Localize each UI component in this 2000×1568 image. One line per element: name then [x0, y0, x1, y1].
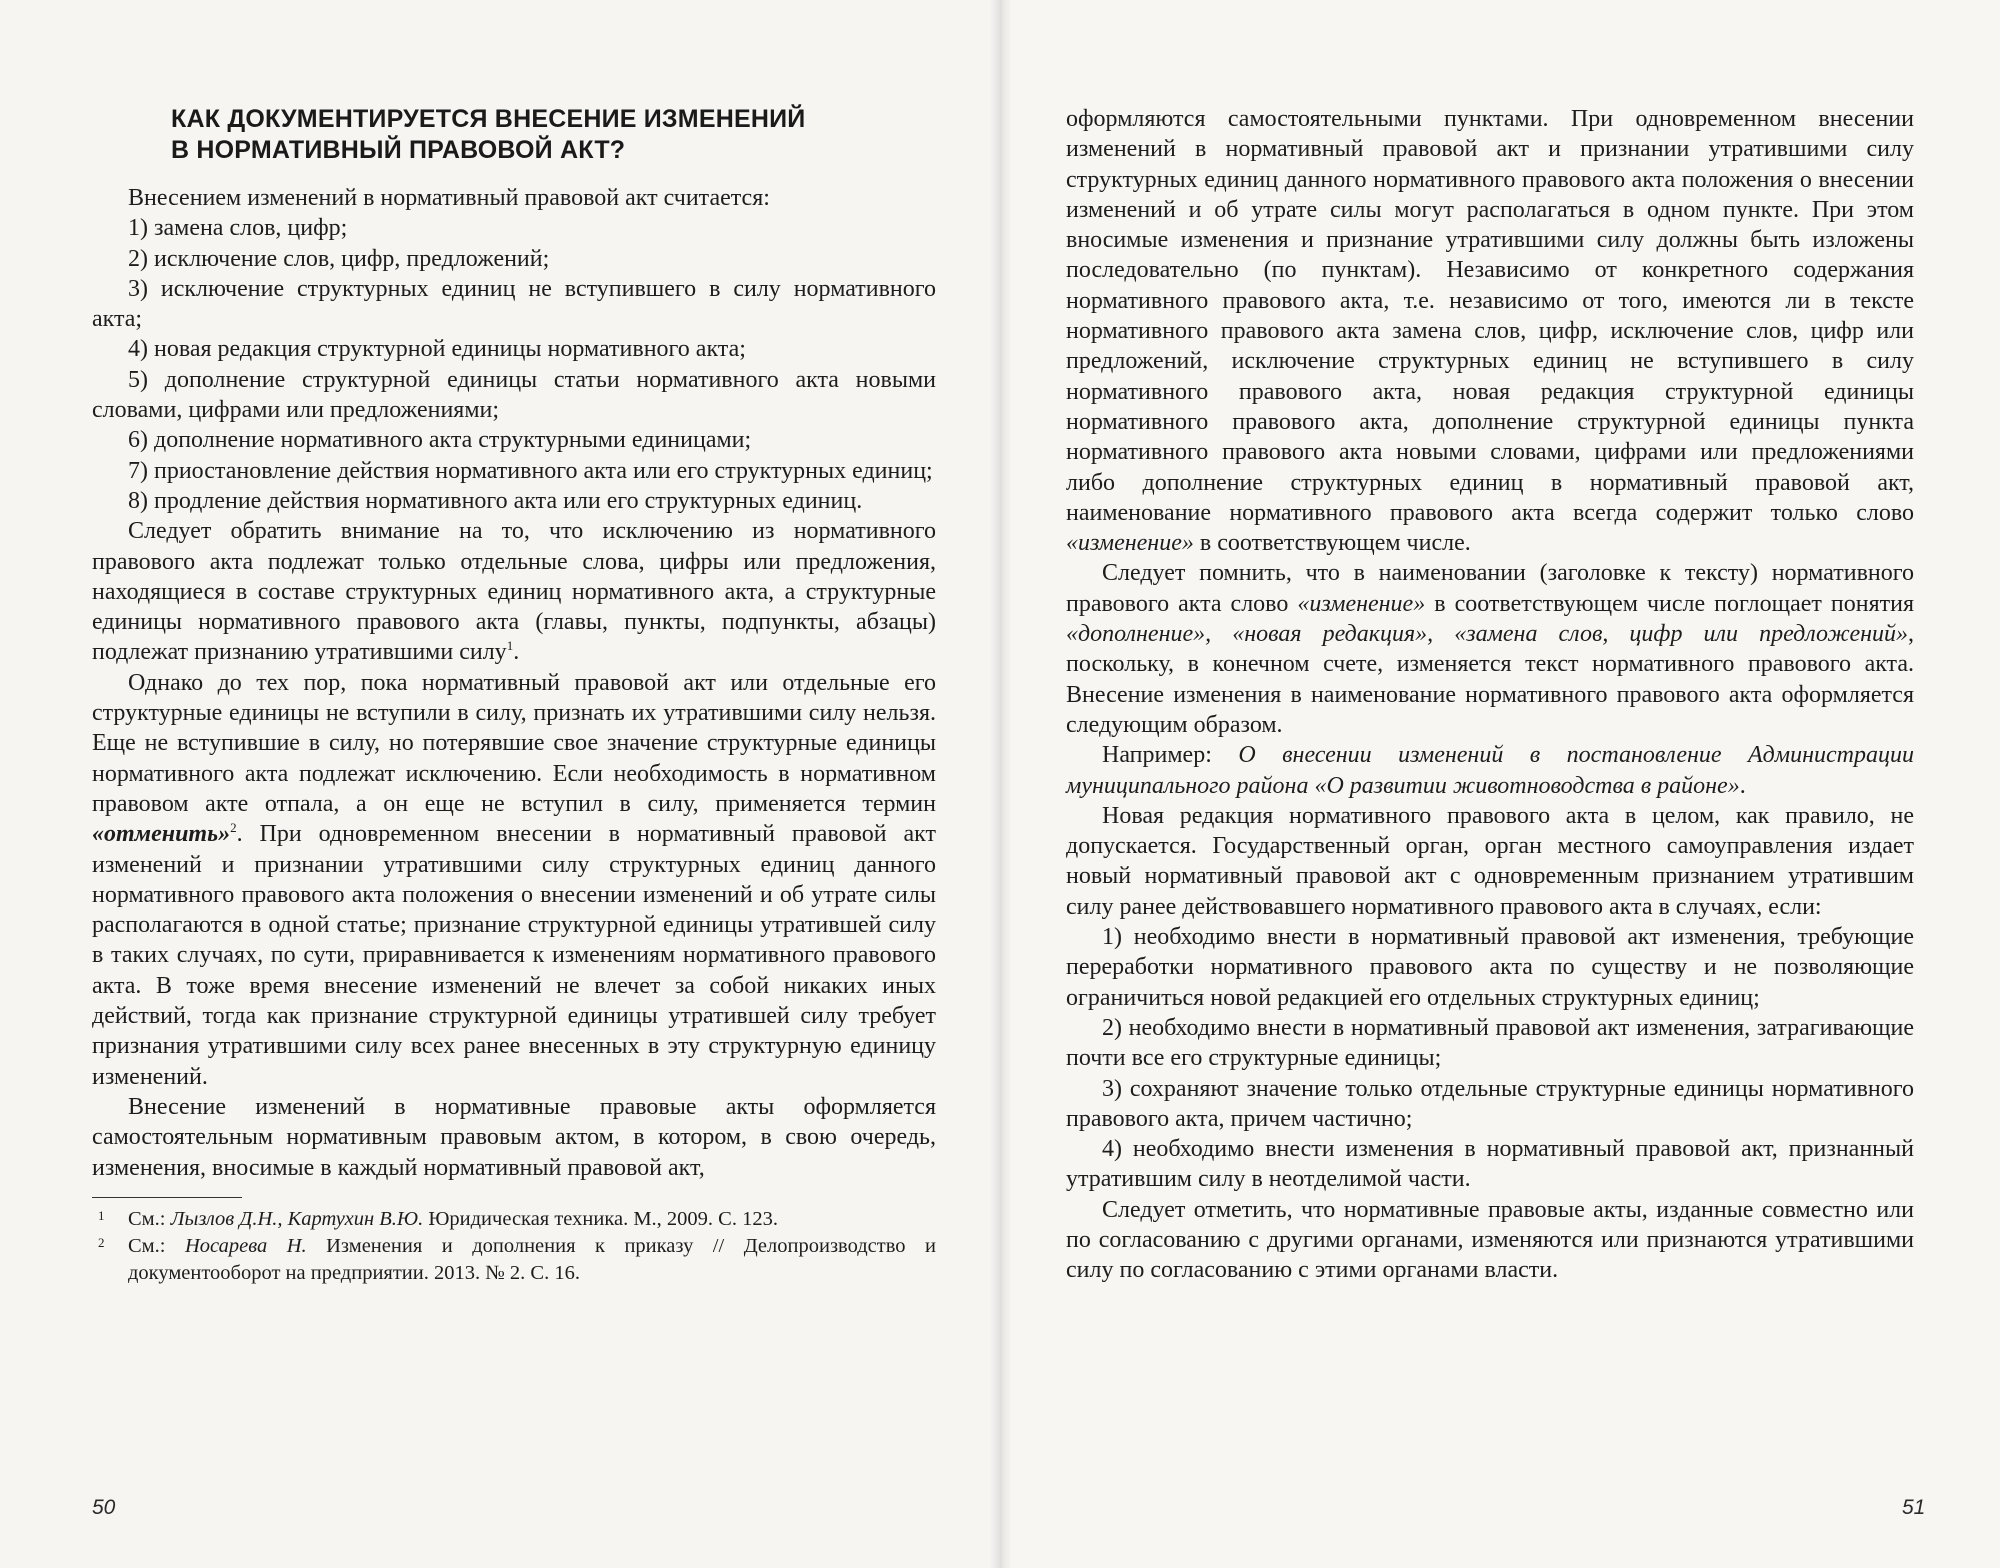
footnote-prefix: См.:: [128, 1234, 185, 1257]
paragraph-text: Следует обратить внимание на то, что исключению из нормативного правового акта подлежат только отдельные слова, цифры или предложения, находящиеся в составе структурных единиц нормативного акта, а структурные единицы нормативного правового акта (главы, пункты, подпункты, абзацы) подлежат признанию утратившими силу: [92, 518, 936, 666]
body-paragraph: Внесение изменений в нормативные правовые акты оформляется самостоятельным нормативным правовым актом, в котором, в свою очередь, изменения, вносимые в каждый нормативный правовой акт,: [92, 1093, 936, 1181]
paragraph-text: в соответствующем числе.: [1199, 530, 1471, 557]
list-item: 1) необходимо внести в нормативный правовой акт изменения, требующие переработки нормативного правового акта по существу и не позволяющие ограничиться новой редакцией его отдельных структурных единиц;: [1066, 924, 1914, 1011]
paragraph-text: в соответствующем числе поглощает понятия: [1434, 590, 1914, 617]
example-text: О внесении изменений в постановление Администрации муниципального района «О развитии животноводства в районе»: [1066, 742, 1915, 799]
list-item: 1) замена слов, цифр;: [128, 215, 348, 242]
footnote-author: Носарева Н.: [184, 1234, 307, 1257]
term-emphasis: «изменение»: [1066, 530, 1194, 557]
footnote-prefix: См.:: [128, 1207, 171, 1230]
list-item: 7) приостановление действия нормативного акта или его структурных единиц;: [128, 457, 933, 484]
page-number: 51: [1902, 1496, 1926, 1519]
footnote-ref[interactable]: 1: [506, 638, 514, 654]
body-paragraph: [1066, 558, 1914, 740]
paragraph-text: , поскольку, в конечном счете, изменяется текст нормативного правового акта. Внесение изменения в наименование нормативного правового акта оформляется следующим образом.: [1066, 621, 1914, 738]
body-paragraph: Следует обратить внимание на то, что исключению из нормативного правового акта подлежат только отдельные слова, цифры или предложения, находящиеся в составе структурных единиц нормативного акта, а структурные единицы нормативного правового акта (главы, пункты, подпункты, абзацы) подлежат признанию утратившими силу$^1$.: [92, 518, 936, 666]
footnote-author: Лызлов Д.Н., Картухин В.Ю.: [170, 1207, 424, 1230]
body-paragraph: Новая редакция нормативного правового акта в целом, как правило, не допускается. Государственный орган, орган местного самоуправления издает новый нормативный правовой акт с одновременным признанием утратившим силу ранее действовавшего нормативного правового акта в случаях, если:: [1066, 802, 1914, 920]
right-page: [1000, 0, 2000, 1568]
footnote: [92, 1233, 936, 1287]
right-text-column: [1066, 104, 1914, 1286]
heading-line-2: В НОРМАТИВНЫЙ ПРАВОВОЙ АКТ?: [171, 136, 626, 164]
list-item: 8) продление действия нормативного акта или его структурных единиц.: [128, 487, 863, 514]
page-number: 50: [92, 1496, 116, 1519]
left-text-column: [92, 104, 936, 1287]
list-item: 3) сохраняют значение только отдельные структурные единицы нормативного правового акта, причем частично;: [1066, 1075, 1914, 1132]
paragraph-text: Следует помнить, что в наименовании (заголовке к тексту) нормативного правового акта слово: [1066, 560, 1914, 617]
term-emphasis: «дополнение», «новая редакция», «замена слов, цифр или предложений»: [1066, 621, 1908, 648]
book-gutter: [990, 0, 1012, 1568]
heading-line-1: КАК ДОКУМЕНТИРУЕТСЯ ВНЕСЕНИЕ ИЗМЕНЕНИЙ: [171, 105, 806, 133]
section-heading: [171, 104, 936, 166]
intro-paragraph: Внесением изменений в нормативный правовой акт считается:: [128, 185, 770, 211]
body-paragraph: [1066, 104, 1914, 558]
list-item: 5) дополнение структурной единицы статьи нормативного акта новыми словами, цифрами или предложениями;: [92, 366, 936, 424]
footnote-mark: 2: [98, 1234, 105, 1250]
list-item: 2) исключение слов, цифр, предложений;: [128, 245, 550, 272]
list-item: 2) необходимо внести в нормативный правовой акт изменения, затрагивающие почти все его структурные единицы;: [1066, 1014, 1914, 1072]
body-paragraph: Однако до тех пор, пока нормативный правовой акт или отдельные его структурные единицы не вступили в силу, признать их утратившими силу нельзя. Еще не вступившие в силу, но потерявшие свое значение структурные единицы нормативного акта подлежат исключению. Если необходимость в нормативном правовом акте отпала, а он еще не вступил в силу, применяется термин «отменить»$^2$. При одновременном внесении в нормативный правовой акт изменений и признании утратившими силу структурных единиц данного нормативного правового акта положения о внесении изменений и об утрате силы располагаются в одной статье; признание структурной единицы утратившей силу в таких случаях, по сути, приравнивается к изменениям нормативного правового акта. В тоже время внесение изменений не влечет за собой никаких иных действий, тогда как признание структурной единицы утратившей силу требует признания утратившими силу всех ранее внесенных в эту структурную единицу изменений.: [92, 669, 937, 1090]
paragraph-text: Однако до тех пор, пока нормативный правовой акт или отдельные его структурные единицы не вступили в силу, признать их утратившими силу нельзя. Еще не вступившие в силу, но потерявшие свое значение структурные единицы нормативного акта подлежат исключению. Если необходимость в нормативном правовом акте отпала, а он еще не вступил в силу, применяется термин: [92, 669, 936, 817]
body-paragraph: Следует отметить, что нормативные правовые акты, изданные совместно или по согласованию с другими органами, изменяются или признаются утратившими силу по согласованию с этими органами власти.: [1066, 1196, 1914, 1284]
footnote-text: Изменения и дополнения к приказу // Делопроизводство и документооборот на предприятии. 2013. № 2. С. 16.: [128, 1234, 936, 1284]
example-label: Например:: [1102, 742, 1212, 769]
footnotes: [92, 1206, 936, 1287]
list-item: 4) новая редакция структурной единицы нормативного акта;: [128, 336, 746, 363]
footnote-text: Юридическая техника. М., 2009. С. 123.: [423, 1207, 778, 1230]
example-paragraph: Например: О внесении изменений в постановление Администрации муниципального района «О развитии животноводства в районе».: [1066, 742, 1915, 799]
term-emphasis: «изменение»: [1297, 590, 1426, 617]
paragraph-text: При одновременном внесении в нормативный правовой акт изменений и признании утратившими силу структурных единиц данного нормативного правового акта положения о внесении изменений и об утрате силы располагаются в одной статье; признание структурной единицы утратившей силу в таких случаях, по сути, приравнивается к изменениям нормативного правового акта. В тоже время внесение изменений не влечет за собой никаких иных действий, тогда как признание структурной единицы утратившей силу требует признания утратившими силу всех ранее внесенных в эту структурную единицу изменений.: [92, 821, 937, 1090]
footnote-divider: [92, 1197, 242, 1198]
footnote-ref[interactable]: 2: [230, 820, 237, 836]
list-item: 4) необходимо внести изменения в нормативный правовой акт, признанный утратившим силу в неотделимой части.: [1066, 1136, 1914, 1193]
footnote-mark: 1: [98, 1207, 105, 1223]
list-item: 3) исключение структурных единиц не вступившего в силу нормативного акта;: [92, 275, 936, 333]
list-item: 6) дополнение нормативного акта структурными единицами;: [128, 427, 752, 454]
footnote: [92, 1206, 936, 1233]
term-emphasis: «отменить»: [92, 821, 231, 848]
paragraph-text: оформляются самостоятельными пунктами. При одновременном внесении изменений в нормативный правовой акт и признании утратившими силу структурных единиц данного нормативного правового акта положения о внесении изменений и об утрате силы могут располагаться в одном пункте. При этом вносимые изменения и признание утратившими силу должны быть изложены последовательно (по пунктам). Независимо от конкретного содержания нормативного правового акта, т.е. независимо от того, имеются ли в тексте нормативного правового акта замена слов, цифр, исключение слов, цифр или предложений, исключение структурных единиц не вступившего в силу нормативного правового акта, новая редакция структурной единицы нормативного правового акта, дополнение структурной единицы пункта нормативного правового акта новыми словами, цифрами или предложениями либо дополнение структурных единиц в нормативный правовой акт, наименование нормативного правового акта всегда содержит только слово: [1066, 106, 1914, 526]
